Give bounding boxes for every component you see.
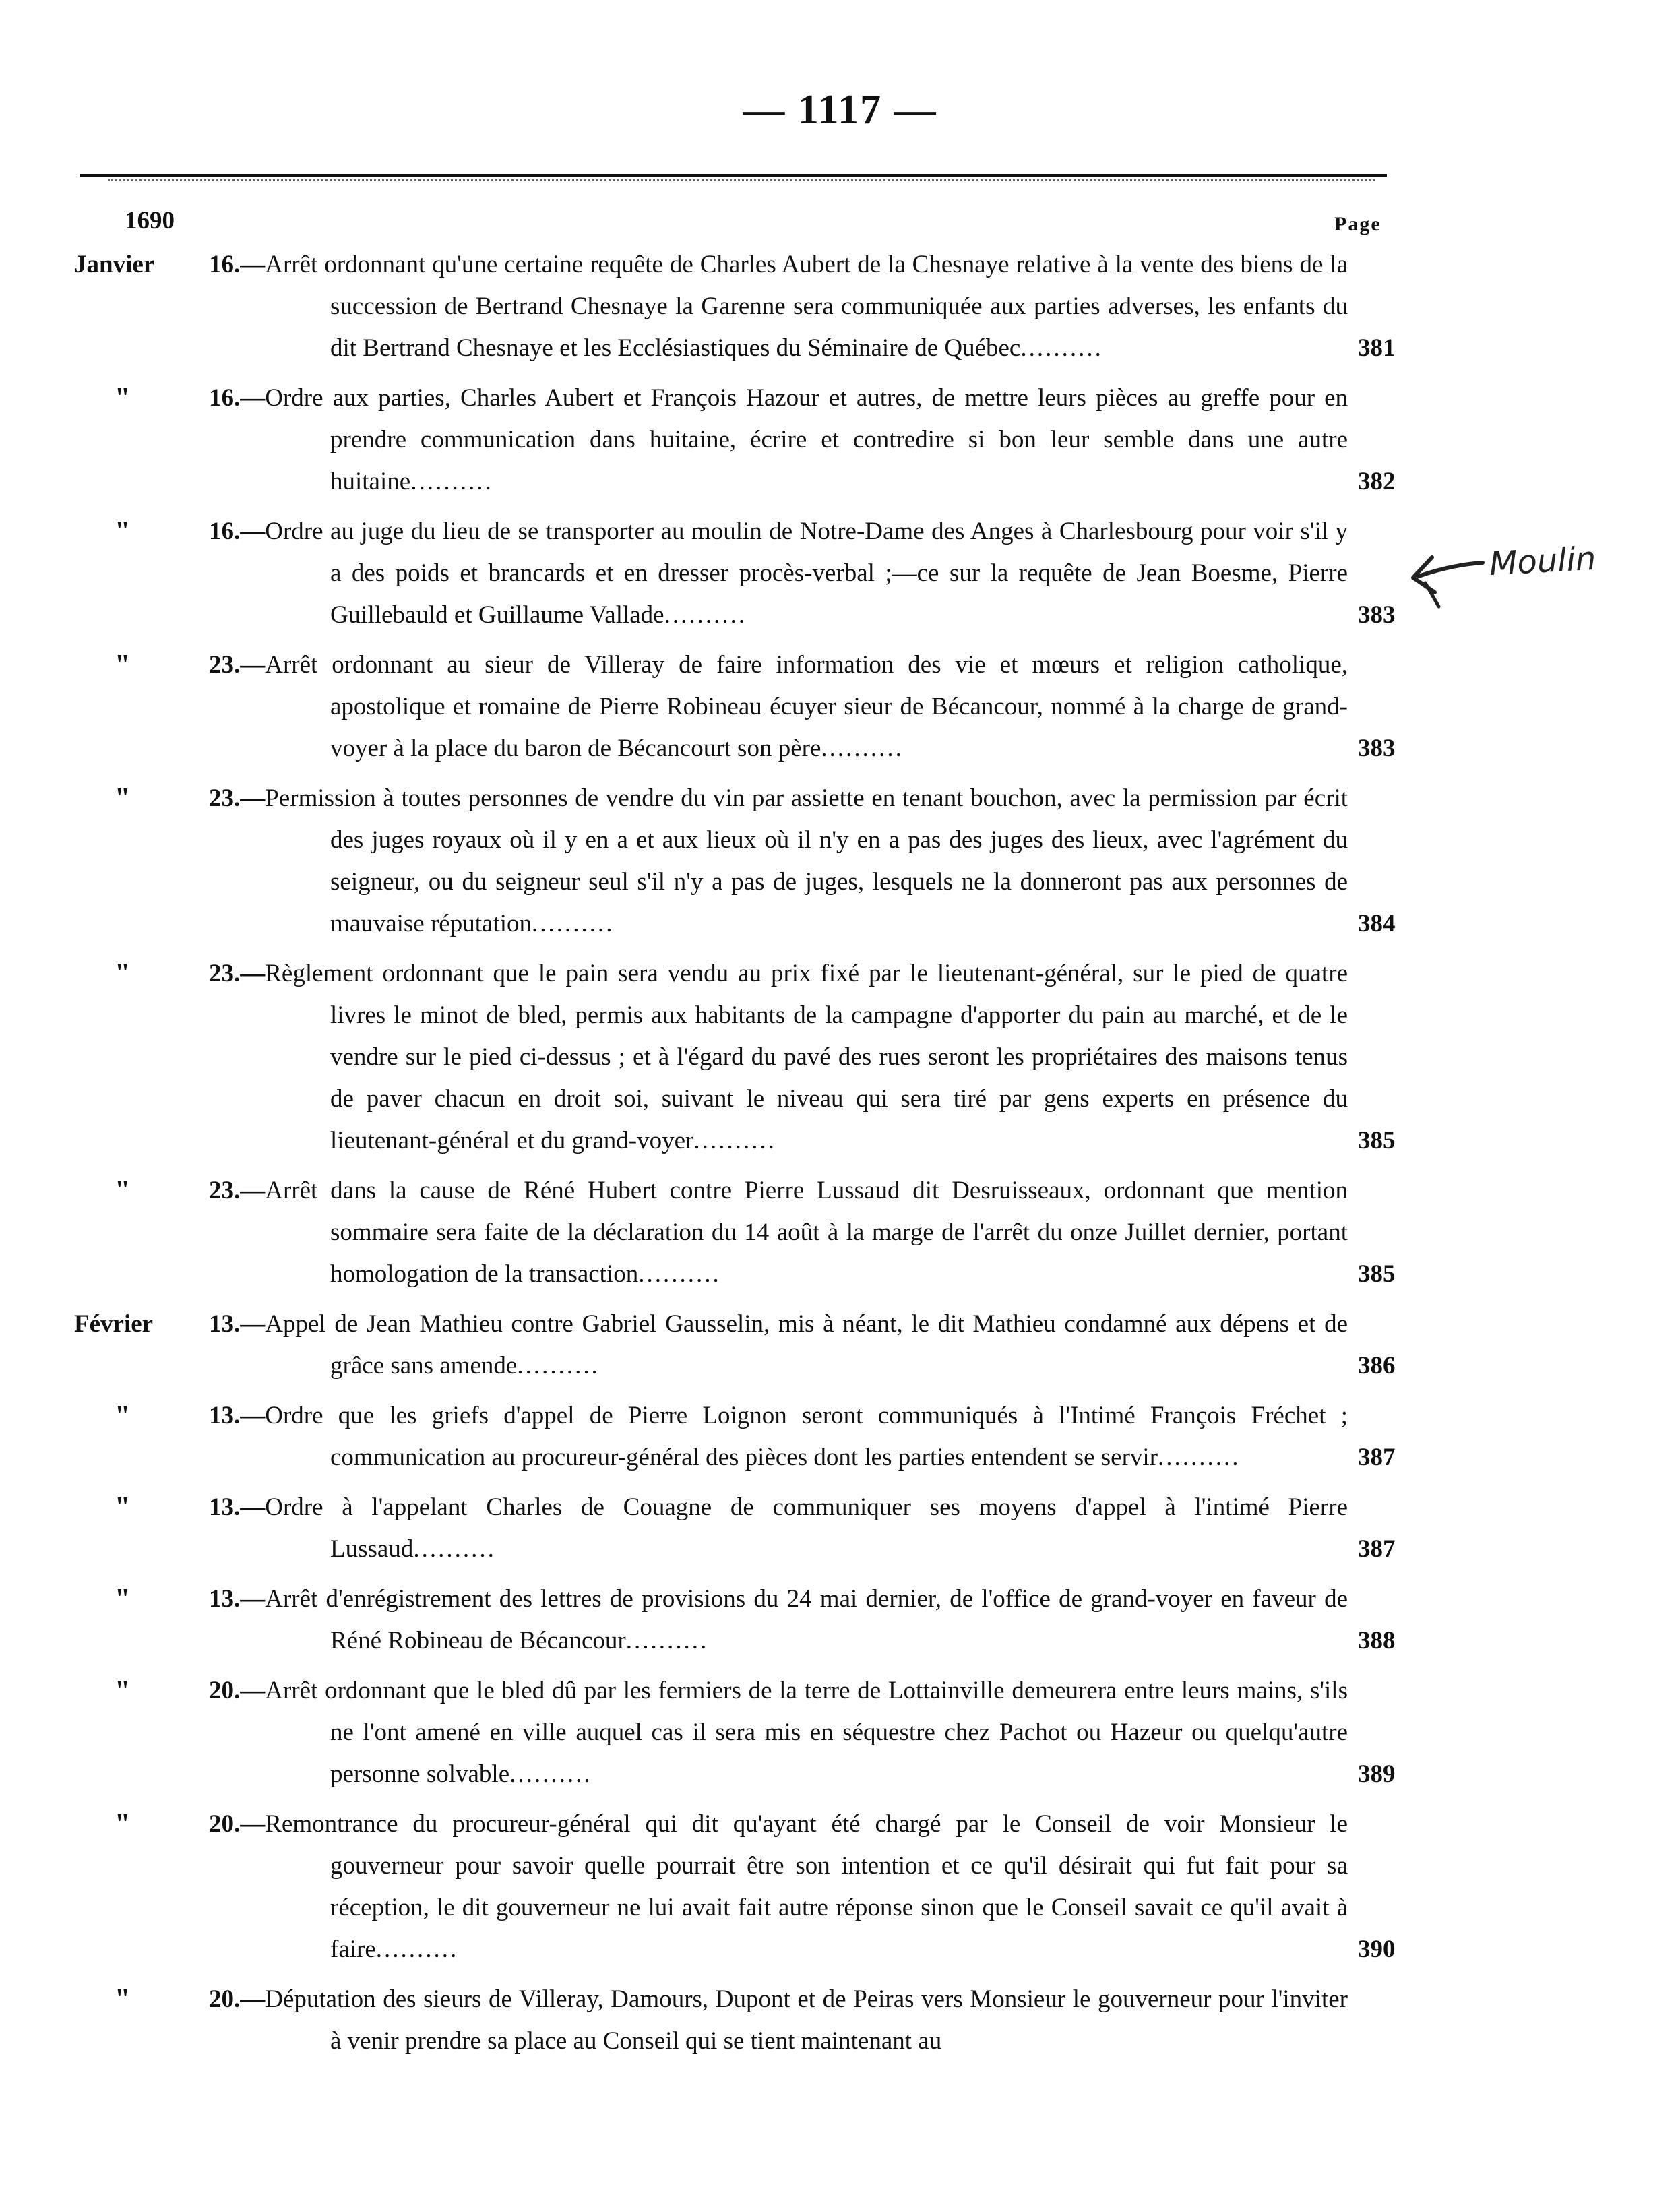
entry-text bbox=[209, 1670, 1348, 1795]
entry-day: 13.— bbox=[209, 1310, 266, 1338]
index-entry bbox=[0, 1487, 1680, 1570]
ditto-mark: " bbox=[115, 1492, 131, 1523]
dot-leader: .......... bbox=[1020, 334, 1103, 362]
entry-page-number: 382 bbox=[1358, 468, 1396, 495]
arrow-icon bbox=[1405, 543, 1486, 617]
entry-text bbox=[209, 511, 1348, 636]
index-entry bbox=[0, 778, 1680, 945]
entry-page-number: 385 bbox=[1358, 1127, 1396, 1154]
entry-day: 20.— bbox=[209, 1810, 266, 1838]
entry-page-number: 381 bbox=[1358, 334, 1396, 362]
entry-day: 16.— bbox=[209, 518, 266, 545]
index-entry bbox=[0, 1979, 1680, 2062]
page-number: — 1117 — bbox=[743, 87, 937, 133]
dot-leader: .......... bbox=[509, 1760, 592, 1788]
entry-description: Ordre au juge du lieu de se transporter au moulin de Notre-Dame des Anges à Charlesbourg pour voir s'il y a des poids et brancards et en dresser procès-verbal ;—ce sur la requête de Jean Boesme, Pierre Guillebauld et Guillaume Vallade bbox=[265, 518, 1348, 629]
entry-description: Ordre que les griefs d'appel de Pierre Loignon seront communiqués à l'Intimé François Fréchet ; communication au procureur-général des pièces dont les parties entendent se servir bbox=[265, 1402, 1348, 1471]
entry-description: Permission à toutes personnes de vendre du vin par assiette en tenant bouchon, avec la permission par écrit des juges royaux où il y en a et aux lieux où il n'y en a pas des juges des lieux, avec l'agrément du seigneur, ou du seigneur seul s'il n'y a pas de juges, lesquels ne la donneront pas aux personnes de mauvaise réputation bbox=[265, 784, 1348, 937]
header-rule bbox=[80, 174, 1387, 177]
entry-text bbox=[209, 244, 1348, 369]
ditto-mark: " bbox=[115, 1584, 131, 1615]
entry-description: Arrêt ordonnant qu'une certaine requête de Charles Aubert de la Chesnaye relative à la vente des biens de la succession de Bertrand Chesnaye la Garenne sera communiquée aux parties adverses, les enfants du dit Bertrand Chesnaye et les Ecclésiastiques du Séminaire de Québec bbox=[265, 251, 1348, 362]
header-rule-dots bbox=[108, 179, 1375, 181]
page-column-header: Page bbox=[1334, 213, 1381, 235]
index-entry bbox=[0, 1670, 1680, 1795]
ditto-mark: " bbox=[115, 958, 131, 989]
entry-day: 20.— bbox=[209, 1985, 266, 2013]
entry-text bbox=[209, 778, 1348, 945]
dot-leader: .......... bbox=[531, 910, 615, 937]
index-entry bbox=[0, 377, 1680, 503]
entry-description: Remontrance du procureur-général qui dit qu'ayant été chargé par le Conseil de voir Monsieur le gouverneur pour savoir quelle pourrait être son intention et ce qu'il désirait qui fut fait pour sa réception, le dit gouverneur ne lui avait fait autre réponse sinon que le Conseil savait ce qu'il avait à faire bbox=[265, 1810, 1348, 1963]
dot-leader: .......... bbox=[375, 1936, 459, 1963]
entry-description: Députation des sieurs de Villeray, Damours, Dupont et de Peiras vers Monsieur le gouverneur pour l'inviter à venir prendre sa place au Conseil qui se tient maintenant au bbox=[265, 1985, 1348, 2055]
entry-page-number: 387 bbox=[1358, 1535, 1396, 1563]
entry-description: Règlement ordonnant que le pain sera vendu au prix fixé par le lieutenant-général, sur le pied de quatre livres le minot de bled, permis aux habitants de la campagne d'apporter du pain au marché, et de le vendre sur le pied ci-dessus ; et à l'égard du pavé des rues seront les propriétaires des maisons tenus de paver chacun en droit soi, suivant le niveau qui sera tiré par gens experts en présence du lieutenant-général et du grand-voyer bbox=[265, 960, 1348, 1154]
entry-page-number: 387 bbox=[1358, 1444, 1396, 1471]
index-entry bbox=[0, 1170, 1680, 1295]
ditto-mark: " bbox=[115, 516, 131, 547]
ditto-mark: " bbox=[115, 650, 131, 681]
dot-leader: .......... bbox=[664, 601, 747, 629]
entry-day: 23.— bbox=[209, 651, 266, 679]
dot-leader: .......... bbox=[821, 735, 904, 762]
entry-page-number: 383 bbox=[1358, 601, 1396, 629]
entry-description: Arrêt ordonnant que le bled dû par les fermiers de la terre de Lottainville demeurera entre leurs mains, s'ils ne l'ont amené en ville auquel cas il sera mis en séquestre chez Pachot ou Hazeur ou quelqu'autre personne solvable bbox=[265, 1677, 1348, 1788]
dot-leader: .......... bbox=[413, 1535, 496, 1563]
dot-leader: .......... bbox=[410, 468, 493, 495]
ditto-mark: " bbox=[115, 1984, 131, 2015]
entry-page-number: 386 bbox=[1358, 1352, 1396, 1380]
entry-list bbox=[0, 244, 1680, 2070]
entry-day: 23.— bbox=[209, 784, 266, 812]
entry-month: Janvier bbox=[74, 251, 155, 278]
dot-leader: .......... bbox=[638, 1260, 721, 1288]
entry-text bbox=[209, 1395, 1348, 1479]
dot-leader: .......... bbox=[1158, 1444, 1241, 1471]
entry-text bbox=[209, 1303, 1348, 1387]
dot-leader: .......... bbox=[517, 1352, 600, 1380]
entry-text bbox=[209, 377, 1348, 503]
entry-text bbox=[209, 1578, 1348, 1662]
index-entry bbox=[0, 1578, 1680, 1662]
index-entry bbox=[0, 953, 1680, 1162]
entry-page-number: 388 bbox=[1358, 1627, 1396, 1654]
entry-day: 23.— bbox=[209, 960, 266, 987]
entry-description: Appel de Jean Mathieu contre Gabriel Gausselin, mis à néant, le dit Mathieu condamné aux dépens et de grâce sans amende bbox=[265, 1310, 1348, 1380]
dot-leader: .......... bbox=[625, 1627, 709, 1654]
index-entry bbox=[0, 644, 1680, 770]
entry-month: Février bbox=[74, 1310, 154, 1338]
entry-text bbox=[209, 953, 1348, 1162]
entry-page-number: 390 bbox=[1358, 1936, 1396, 1963]
dot-leader: .......... bbox=[693, 1127, 776, 1154]
entry-description: Arrêt d'enrégistrement des lettres de provisions du 24 mai dernier, de l'office de grand-voyer en faveur de Réné Robineau de Bécancour bbox=[265, 1585, 1348, 1654]
index-entry bbox=[0, 244, 1680, 369]
entry-description: Arrêt dans la cause de Réné Hubert contre Pierre Lussaud dit Desruisseaux, ordonnant que mention sommaire sera faite de la déclaration du 14 août à la marge de l'arrêt du onze Juillet dernier, portant homologation de la transaction bbox=[265, 1177, 1348, 1288]
index-entry bbox=[0, 1395, 1680, 1479]
entry-page-number: 385 bbox=[1358, 1260, 1396, 1288]
entry-text bbox=[209, 1803, 1348, 1971]
annotation-text: Moulin bbox=[1488, 539, 1597, 584]
entry-page-number: 384 bbox=[1358, 910, 1396, 937]
entry-text bbox=[209, 1487, 1348, 1570]
ditto-mark: " bbox=[115, 1675, 131, 1706]
ditto-mark: " bbox=[115, 383, 131, 414]
entry-page-number: 389 bbox=[1358, 1760, 1396, 1788]
entry-text bbox=[209, 1170, 1348, 1295]
entry-day: 23.— bbox=[209, 1177, 266, 1204]
entry-day: 13.— bbox=[209, 1585, 266, 1613]
ditto-mark: " bbox=[115, 783, 131, 814]
entry-description: Ordre à l'appelant Charles de Couagne de communiquer ses moyens d'appel à l'intimé Pierre Lussaud bbox=[265, 1493, 1348, 1563]
handwritten-annotation bbox=[1405, 539, 1661, 617]
ditto-mark: " bbox=[115, 1809, 131, 1840]
entry-page-number: 383 bbox=[1358, 735, 1396, 762]
entry-description: Ordre aux parties, Charles Aubert et François Hazour et autres, de mettre leurs pièces au greffe pour en prendre communication dans huitaine, écrire et contredire si bon leur semble dans une autre huitaine bbox=[265, 384, 1348, 495]
entry-day: 13.— bbox=[209, 1493, 266, 1521]
entry-text bbox=[209, 1979, 1348, 2062]
index-entry bbox=[0, 1803, 1680, 1971]
ditto-mark: " bbox=[115, 1400, 131, 1431]
entry-day: 20.— bbox=[209, 1677, 266, 1704]
entry-day: 16.— bbox=[209, 251, 266, 278]
ditto-mark: " bbox=[115, 1175, 131, 1206]
year-label: 1690 bbox=[125, 207, 175, 235]
entry-description: Arrêt ordonnant au sieur de Villeray de faire information des vie et mœurs et religion catholique, apostolique et romaine de Pierre Robineau écuyer sieur de Bécancour, nommé à la charge de grand-voyer à la place du baron de Bécancourt son père bbox=[265, 651, 1348, 762]
entry-day: 16.— bbox=[209, 384, 266, 412]
index-entry bbox=[0, 1303, 1680, 1387]
entry-day: 13.— bbox=[209, 1402, 266, 1429]
entry-text bbox=[209, 644, 1348, 770]
